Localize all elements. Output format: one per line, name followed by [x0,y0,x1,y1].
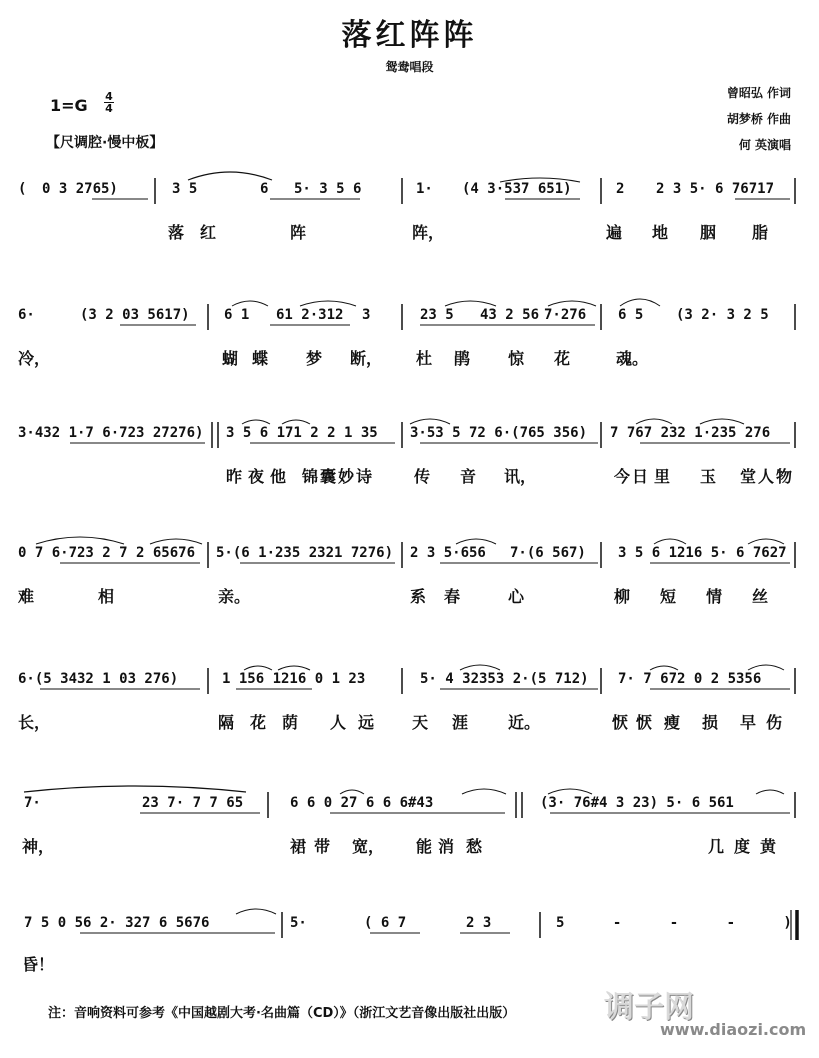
lyric-6-5: 消 [438,837,455,856]
notation-2-2: 6 1 [224,307,250,323]
notation-3-0: 3·432 1·7 6·723 27276) [18,425,204,441]
lyric-4-9: 丝 [752,587,769,606]
lyric-5-2: 花 [250,713,267,732]
notation-2-0: 6· [18,307,35,323]
lyric-5-3: 荫 [282,713,299,732]
notation-2-3: 61 2·312 [276,307,344,323]
meter-bottom: 4 [105,102,113,115]
lyric-3-5: 妙 [338,467,355,486]
lyric-4-1: 相 [98,587,115,606]
lyric-3-8: 音 [460,467,477,486]
notation-7-4: 5 - - - ) [556,915,792,931]
lyric-2-4: 断， [350,349,383,368]
lyric-2-5: 杜 [416,349,433,368]
lyric-4-0: 难 [18,587,35,606]
lyric-3-4: 囊 [320,467,337,486]
notation-1-6: (4 3·537 651) [462,181,572,197]
notation-7-2: ( 6 7 [364,915,407,931]
meter-top: 4 [105,90,113,103]
lyric-4-3: 系 [410,587,427,606]
lyric-5-6: 天 [412,713,429,732]
notation-1-8: 2 3 5· 6 76717 [656,181,775,197]
lyric-6-7: 几 [708,837,725,856]
lyric-3-13: 玉 [700,467,717,486]
lyric-6-1: 裙 [290,837,307,856]
lyric-3-3: 锦 [302,467,319,486]
lyric-2-7: 惊 [508,349,525,368]
lyric-2-0: 冷， [18,349,51,368]
lyric-3-7: 传 [414,467,431,486]
notation-4-4: 3 5 6 1216 5· 6 7627 [618,545,787,561]
lyric-3-2: 他 [270,467,287,486]
lyric-1-5: 地 [652,223,669,242]
lyric-5-8: 近。 [508,713,541,732]
notation-6-0: 7· [24,795,41,811]
notation-4-2: 2 3 5·656 [410,545,486,561]
lyric-5-11: 瘦 [664,713,681,732]
notation-5-3: 7· 7 672 0 2 5356 [618,671,762,687]
notation-2-1: (3 2 03 5617) [80,307,190,323]
lyric-4-4: 春 [444,587,461,606]
notation-6-3: (3· 76#4 3 23) 5· 6 561 [540,795,734,811]
notation-1-0: ( [18,181,27,197]
notation-1-4: 5· 3 5 6 [294,181,362,197]
lyric-6-0: 神， [22,837,55,856]
lyric-2-3: 梦 [306,349,323,368]
notation-1-3: 6 [260,181,269,197]
notation-2-4: 3 [362,307,371,323]
lyricist-credit: 曾昭弘 作词 [726,86,791,100]
lyric-4-5: 心 [508,587,525,606]
lyric-3-11: 日 [632,467,649,486]
notation-7-1: 5· [290,915,307,931]
lyric-2-8: 花 [554,349,571,368]
notation-6-1: 23 7· 7 7 65 [142,795,244,811]
lyric-2-2: 蝶 [252,349,269,368]
lyric-3-0: 昨 [226,467,243,486]
singer-credit: 何 英演唱 [738,138,791,152]
notation-5-0: 6·(5 3432 1 03 276) [18,671,179,687]
lyric-5-13: 早 [740,713,757,732]
lyric-3-10: 今 [614,467,631,486]
lyric-4-6: 柳 [614,587,631,606]
lyric-3-15: 人 [758,467,775,486]
tempo-mode: 【尺调腔·慢中板】 [46,135,164,151]
notation-2-5: 23 5 [420,307,454,323]
lyric-6-3: 宽， [352,837,385,856]
watermark-url: www.diaozi.com [660,1020,807,1039]
lyric-4-2: 亲。 [218,587,251,606]
lyric-5-7: 涯 [452,713,469,732]
lyric-3-6: 诗 [356,467,373,486]
composer-credit: 胡梦桥 作曲 [726,112,791,126]
lyric-4-7: 短 [660,587,677,606]
lyric-3-1: 夜 [248,467,265,486]
notation-4-0: 0 7 6·723 2 7 2 65676 [18,545,196,561]
lyric-5-5: 远 [358,713,375,732]
key-signature: 1=G [50,96,88,115]
lyric-1-2: 阵 [290,223,307,242]
lyric-5-12: 损 [702,713,719,732]
lyric-5-0: 长， [18,713,51,732]
score-title: 落红阵阵 [341,18,478,53]
lyric-4-8: 情 [706,587,723,606]
notation-2-7: 7·276 [544,307,587,323]
lyric-6-4: 能 [416,837,433,856]
notation-2-8: 6 5 [618,307,644,323]
time-signature [104,91,114,114]
lyric-5-1: 隔 [218,713,235,732]
lyric-5-4: 人 [330,713,347,732]
lyric-2-1: 蝴 [222,349,239,368]
notation-1-5: 1· [416,181,433,197]
notation-2-6: 43 2 56 [480,307,540,323]
lyric-3-9: 讯， [504,467,537,486]
notation-7-0: 7 5 0 56 2· 327 6 5676 [24,915,210,931]
lyric-5-10: 恹 [636,713,653,732]
lyric-6-2: 带 [314,837,331,856]
lyric-2-9: 魂。 [616,349,649,368]
lyric-1-1: 红 [200,223,217,242]
notation-7-3: 2 3 [466,915,492,931]
lyric-1-3: 阵， [412,223,445,242]
lyric-1-6: 胭 [700,223,717,242]
lyric-2-6: 鹃 [454,349,471,368]
footnote: 注：音响资料可参考《中国越剧大考·名曲篇（CD）》（浙江文艺音像出版社出版） [48,1006,516,1021]
lyric-1-7: 脂 [752,223,769,242]
notation-6-2: 6 6 0 27 6 6 6#43 [290,795,434,811]
lyric-1-0: 落 [168,223,185,242]
notation-1-1: 0 3 2765) [42,181,118,197]
notation-4-3: 7·(6 567) [510,545,586,561]
lyric-6-8: 度 [734,837,751,856]
notation-3-1: 3 5 6 171 2 2 1 35 [226,425,378,441]
notation-2-9: (3 2· 3 2 5 [676,307,769,323]
notation-1-2: 3 5 [172,181,198,197]
lyric-5-9: 恹 [612,713,629,732]
notation-1-7: 2 [616,181,625,197]
lyric-7-0: 昏！ [22,955,55,974]
watermark-brand: 调子网 [604,990,694,1025]
lyric-3-12: 里 [654,467,671,486]
lyric-5-14: 伤 [766,713,783,732]
notation-3-3: 7 767 232 1·235 276 [610,425,771,441]
lyric-1-4: 遍 [606,223,623,242]
lyric-3-16: 物 [776,467,793,486]
notation-4-1: 5·(6 1·235 2321 7276) [216,545,394,561]
notation-5-2: 5· 4 32353 2·(5 712) [420,671,589,687]
notation-5-1: 1 156 1216 0 1 23 [222,671,366,687]
lyric-3-14: 堂 [740,467,757,486]
notation-3-2: 3·53 5 72 6·(765 356) [410,425,588,441]
lyric-6-9: 黄 [760,837,777,856]
score-subtitle: 鸳鸯唱段 [385,60,434,74]
lyric-6-6: 愁 [466,837,483,856]
